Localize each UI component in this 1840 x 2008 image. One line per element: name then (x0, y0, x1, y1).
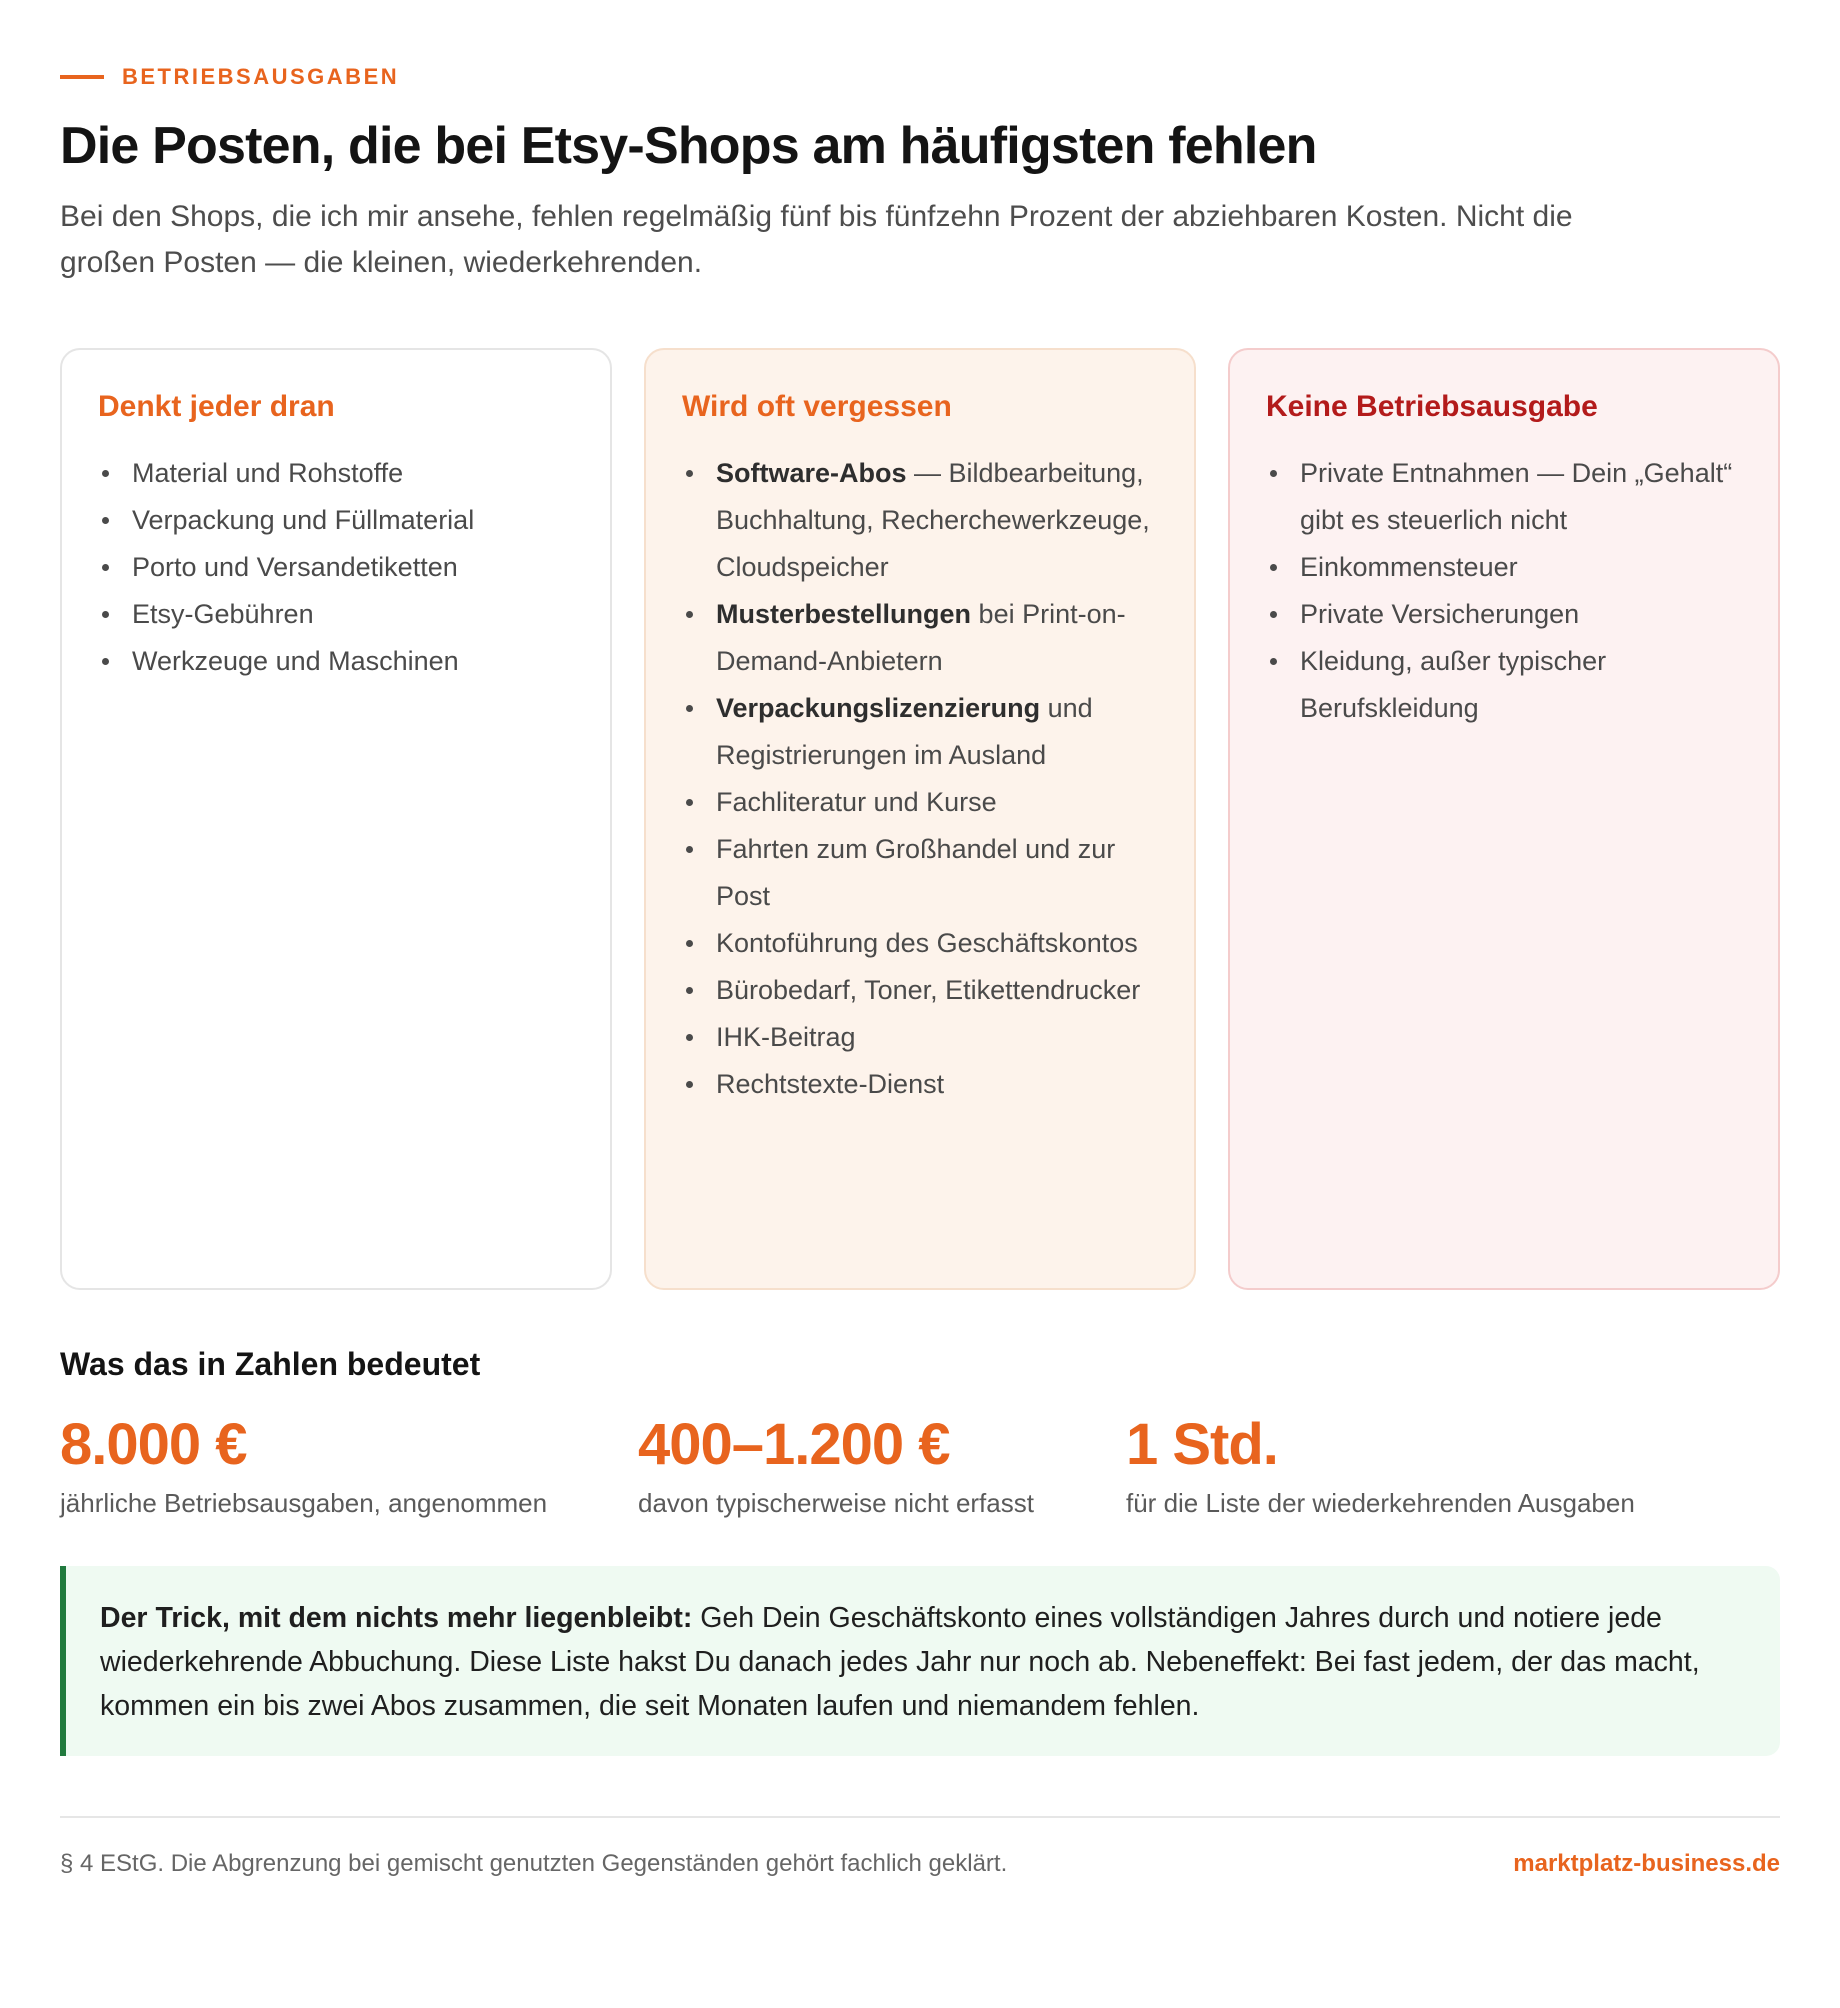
list-item (682, 920, 1158, 967)
list-item (682, 591, 1158, 685)
list-item-text: Fahrten zum Großhandel und zur Post (716, 834, 1116, 911)
list-item (98, 638, 574, 685)
card-title: Denkt jeder dran (98, 390, 335, 423)
stat-value: 400–1.200 € (638, 1412, 950, 1477)
list-item (98, 497, 574, 544)
eyebrow-text: BETRIEBSAUSGABEN (122, 64, 400, 89)
callout-text (100, 1596, 1746, 1728)
list-item-bold: Software-Abos (716, 458, 907, 488)
list-item-text: Rechtstexte-Dienst (716, 1069, 945, 1099)
list-item (1266, 638, 1742, 732)
footnote: § 4 EStG. Die Abgrenzung bei gemischt genutzten Gegenständen gehört fachlich geklärt. (60, 1850, 1008, 1877)
category-cards (60, 348, 1780, 1290)
list-item-text: Private Versicherungen (1300, 599, 1580, 629)
card-title: Keine Betriebsausgabe (1266, 390, 1598, 423)
list-item-text: Etsy-Gebühren (132, 599, 314, 629)
callout-lead: Der Trick, mit dem nichts mehr liegenbleibt: (100, 1602, 693, 1634)
list-item-text: und Registrierungen im Ausland (716, 693, 1093, 770)
list-item-text: Verpackung und Füllmaterial (132, 505, 475, 535)
list-item (682, 685, 1158, 779)
list-item-text: Private Entnahmen — Dein „Gehalt“ gibt es steuerlich nicht (1300, 458, 1733, 535)
card-list (98, 450, 574, 685)
card-common (60, 348, 612, 1290)
list-item-bold: Musterbestellungen (716, 599, 972, 629)
list-item (1266, 450, 1742, 544)
stat-annual-expenses (60, 1412, 547, 1519)
list-item (682, 779, 1158, 826)
list-item-text: Porto und Versandetiketten (132, 552, 458, 582)
list-item-text: Kontoführung des Geschäftskontos (716, 928, 1138, 958)
list-item (1266, 591, 1742, 638)
list-item-text: Material und Rohstoffe (132, 458, 404, 488)
stat-value: 1 Std. (1126, 1412, 1278, 1477)
list-item-text: Fachliteratur und Kurse (716, 787, 997, 817)
card-not-deductible (1228, 348, 1780, 1290)
list-item-text: IHK-Beitrag (716, 1022, 856, 1052)
list-item (1266, 544, 1742, 591)
eyebrow (60, 64, 399, 90)
list-item-text: Bürobedarf, Toner, Etikettendrucker (716, 975, 1141, 1005)
list-item-text: bei Print-on-Demand-Anbietern (716, 599, 1126, 676)
card-list (682, 450, 1158, 1108)
stat-missing-amount (638, 1412, 1034, 1519)
list-item-bold: Verpackungslizenzierung (716, 693, 1041, 723)
list-item (98, 450, 574, 497)
page-title: Die Posten, die bei Etsy-Shops am häufigsten fehlen (60, 117, 1317, 175)
callout-body: Geh Dein Geschäftskonto eines vollständigen Jahres durch und notiere jede wiederkehrende Abbuchung. Diese Liste hakst Du danach jedes Jahr nur noch ab. Nebeneffekt: Bei fast jedem, der das macht, kommen ein bis zwei Abos zusammen, die seit Monaten laufen und niemandem fehlen. (100, 1602, 1700, 1722)
stat-value: 8.000 € (60, 1412, 247, 1477)
stat-time-needed (1126, 1412, 1635, 1519)
numbers-heading: Was das in Zahlen bedeutet (60, 1346, 481, 1382)
list-item-text: Werkzeuge und Maschinen (132, 646, 459, 676)
tip-callout (60, 1566, 1780, 1756)
card-forgotten (644, 348, 1196, 1290)
list-item (98, 544, 574, 591)
list-item (682, 1014, 1158, 1061)
eyebrow-line (60, 75, 104, 79)
list-item (98, 591, 574, 638)
list-item-text: Kleidung, außer typischer Berufskleidung (1300, 646, 1607, 723)
list-item-text: — Bildbearbeitung, Buchhaltung, Recherchewerkzeuge, Cloudspeicher (716, 458, 1150, 582)
brand-link[interactable]: marktplatz-business.de (1513, 1850, 1780, 1877)
list-item (682, 450, 1158, 591)
card-title: Wird oft vergessen (682, 390, 952, 423)
stat-label: für die Liste der wiederkehrenden Ausgaben (1126, 1488, 1635, 1518)
page-subtitle: Bei den Shops, die ich mir ansehe, fehlen regelmäßig fünf bis fünfzehn Prozent der abziehbaren Kosten. Nicht die großen Posten — die kleinen, wiederkehrenden. (60, 200, 1573, 279)
list-item (682, 967, 1158, 1014)
list-item (682, 826, 1158, 920)
card-list (1266, 450, 1742, 732)
list-item-text: Einkommensteuer (1300, 552, 1518, 582)
list-item (682, 1061, 1158, 1108)
footer-divider (60, 1816, 1780, 1818)
stat-label: davon typischerweise nicht erfasst (638, 1488, 1034, 1518)
stat-label: jährliche Betriebsausgaben, angenommen (60, 1488, 548, 1518)
